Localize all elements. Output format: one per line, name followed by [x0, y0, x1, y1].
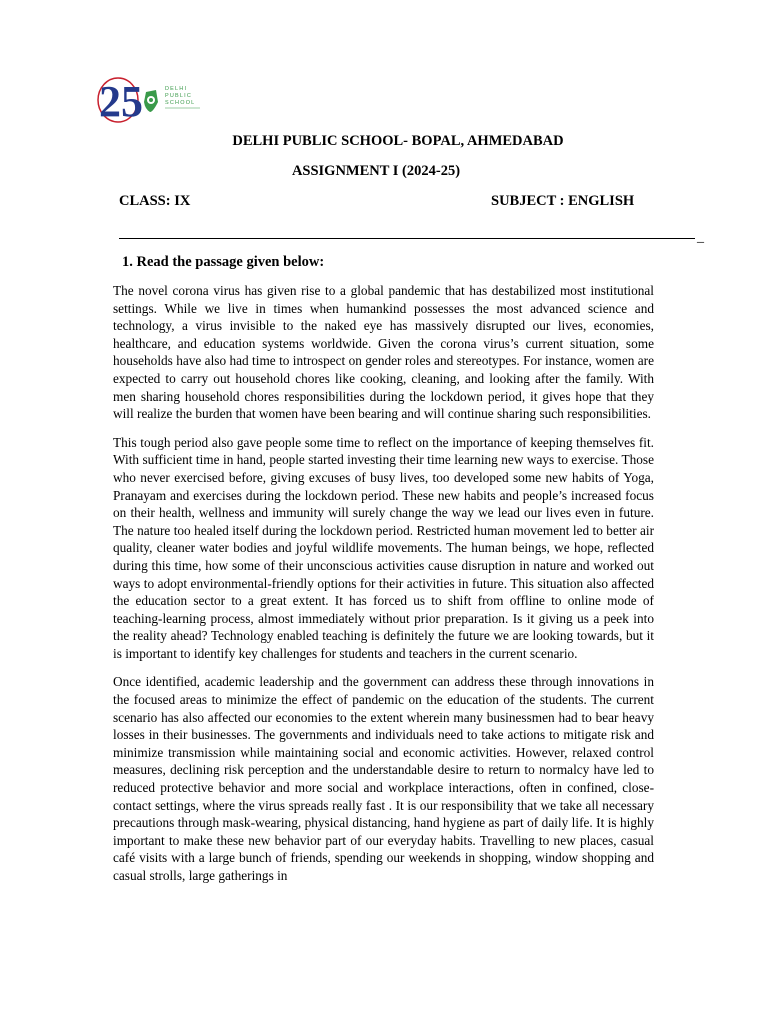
- logo-number: 25: [99, 77, 143, 126]
- passage-paragraph: The novel corona virus has given rise to a global pandemic that has destabilized most institutional settings. While we live in times when humankind possesses the most advanced science and technology, a virus invisible to the naked eye has massively disrupted our lives, economies, healthcare, and education systems worldwide. Given the corona virus’s current situation, some households have also had time to introspect on gender roles and stereotypes. For instance, women are expected to carry out household chores like cooking, cleaning, and looking after the family. With men sharing household chores responsibilities during the lockdown period, it gives hope that they will realize the burden that women have been bearing and will continue sharing such responsibilities.: [113, 283, 654, 422]
- divider-tail: _: [697, 230, 704, 245]
- dps-25-logo-icon: [96, 72, 206, 126]
- assignment-title: ASSIGNMENT I (2024-25): [291, 163, 461, 179]
- svg-text:DELHI: DELHI: [165, 86, 188, 92]
- passage-paragraph: This tough period also gave people some time to reflect on the importance of keeping themselves fit. With sufficient time in hand, people started investing their time learning new ways to exercise. Those who never exercised before, giving excuses of busy lives, too developed some new habits of Yoga, Pranayam and exercises during the lockdown period. These new habits and people’s increased focus on their health, wellness and immunity will surely change the way we lead our lives even in future. The nature too healed itself during the lockdown period. Restricted human movement led to better air quality, cleaner water bodies and joyful wildlife movements. The human beings, we hope, reflected during this time, how some of their unconscious activities cause disruption in nature and worked out ways to adopt environmental-friendly options for their activities in future. This situation also affected the education sector to a great extent. It has forced us to shift from offline to online mode of teaching-learning process, almost immediately without prior preparation. Is it giving us a peek into the reality ahead? Technology enabled teaching is definitely the future we are looking towards, but it is important to identify key challenges for students and teachers in the current scenario.: [113, 434, 654, 661]
- passage: [113, 282, 654, 896]
- subject-label: SUBJECT : ENGLISH: [491, 193, 635, 209]
- question-heading: 1. Read the passage given below:: [122, 254, 325, 270]
- header-divider: [119, 238, 695, 239]
- passage-paragraph: Once identified, academic leadership and the government can address these through innovations in the focused areas to minimize the effect of pandemic on the education of the students. The current scenario has also affected our economies to the extent wherein many businessmen had to bear heavy losses in their businesses. The governments and individuals need to take actions to mitigate risk and minimize transmission while maintaining social and economic activities. However, relaxed control measures, declining risk perception and the understandable desire to return to normalcy have led to reduced protective behavior and more social and workplace interactions, often in confined, close-contact settings, where the virus spreads really fast . It is our responsibility that we take all necessary precautions through mask-wearing, physical distancing, hand hygiene as part of daily life. It is highly important to make these new behavior part of our everyday habits. Travelling to new places, casual café visits with a large bunch of friends, spending our weekends in shopping, window shopping and casual strolls, large gatherings in: [113, 674, 654, 883]
- school-logo: [96, 72, 206, 126]
- class-label: CLASS: IX: [119, 193, 191, 209]
- school-title: DELHI PUBLIC SCHOOL- BOPAL, AHMEDABAD: [232, 133, 564, 149]
- svg-text:PUBLIC: PUBLIC: [165, 93, 193, 99]
- svg-text:SCHOOL: SCHOOL: [165, 100, 196, 106]
- school-crest-icon: [144, 90, 158, 112]
